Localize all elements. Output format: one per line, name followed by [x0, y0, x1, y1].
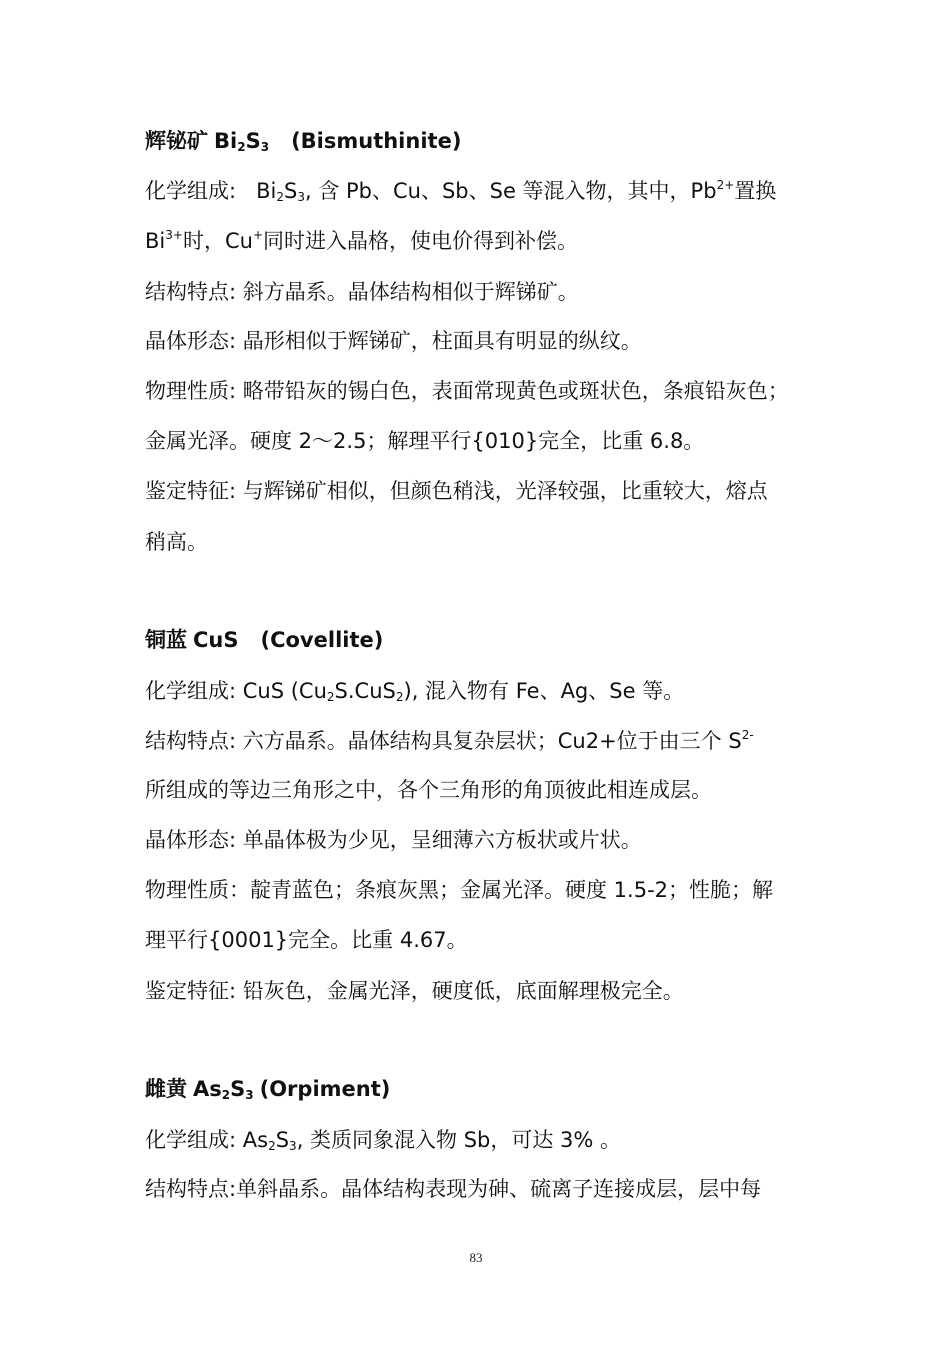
identification-continued: 稍高。	[145, 530, 208, 554]
mineral-formula: $As_2S_3$	[193, 1077, 254, 1102]
mineral-name-cn: 雌黄	[145, 1077, 187, 1101]
mineral-name-en: (Orpiment)	[259, 1077, 391, 1101]
mineral-name-cn: 辉铋矿	[145, 129, 208, 153]
section-heading-bismuthinite	[145, 126, 825, 156]
chemical-composition-continued: $Bi^{3+}$时，Cu+同时进入晶格，使电价得到补偿。	[145, 228, 578, 253]
identification-line: 鉴定特征: 与辉锑矿相似，但颜色稍浅，光泽较强，比重较大，熔点	[145, 479, 768, 503]
crystal-form-line: 晶体形态: 单晶体极为少见，呈细薄六方板状或片状。	[145, 828, 642, 852]
page-number: 83	[469, 1250, 483, 1265]
structure-features-line: 结构特点: 斜方晶系。晶体结构相似于辉锑矿。	[145, 280, 579, 304]
physical-properties-continued: 金属光泽。硬度 2～2.5；解理平行{010}完全，比重 6.8。	[145, 429, 705, 453]
mineral-name-cn: 铜蓝	[145, 628, 187, 652]
section-heading-covellite	[145, 625, 825, 655]
physical-properties-continued: 理平行{0001}完全。比重 4.67。	[145, 928, 468, 952]
structure-features-line: 结构特点:单斜晶系。晶体结构表现为砷、硫离子连接成层，层中每	[145, 1177, 762, 1201]
physical-properties-line: 物理性质: 略带铅灰的锡白色，表面常现黄色或斑状色，条痕铅灰色；	[145, 379, 789, 403]
mineral-name-en: (Covellite)	[260, 628, 384, 652]
chemical-composition-line: 化学组成: $Bi_2S_3$, 含 Pb、Cu、Sb、Se 等混入物，其中，$Pb^{2+}$置换	[145, 178, 777, 204]
mineral-formula: $Bi_2S_3$	[214, 129, 270, 154]
chemical-composition-line: 化学组成: $As_2S_3$, 类质同象混入物 Sb，可达 3% 。	[145, 1128, 622, 1153]
identification-line: 鉴定特征: 铅灰色，金属光泽，硬度低，底面解理极完全。	[145, 979, 684, 1003]
physical-properties-line: 物理性质：靛青蓝色；条痕灰黑；金属光泽。硬度 1.5-2；性脆；解	[145, 878, 774, 902]
crystal-form-line: 晶体形态: 晶形相似于辉锑矿，柱面具有明显的纵纹。	[145, 329, 642, 353]
structure-features-line: 结构特点: 六方晶系。晶体结构具复杂层状；Cu2+位于由三个 $S^{2-}$	[145, 728, 754, 753]
structure-features-continued: 所组成的等边三角形之中，各个三角形的角顶彼此相连成层。	[145, 778, 712, 802]
section-heading-orpiment	[145, 1074, 825, 1104]
mineral-name-en: (Bismuthinite)	[291, 129, 462, 153]
chemical-composition-line: 化学组成: CuS $(Cu_2S.CuS_2)$, 混入物有 Fe、Ag、Se 等。	[145, 679, 685, 704]
mineral-formula: CuS	[193, 628, 239, 652]
